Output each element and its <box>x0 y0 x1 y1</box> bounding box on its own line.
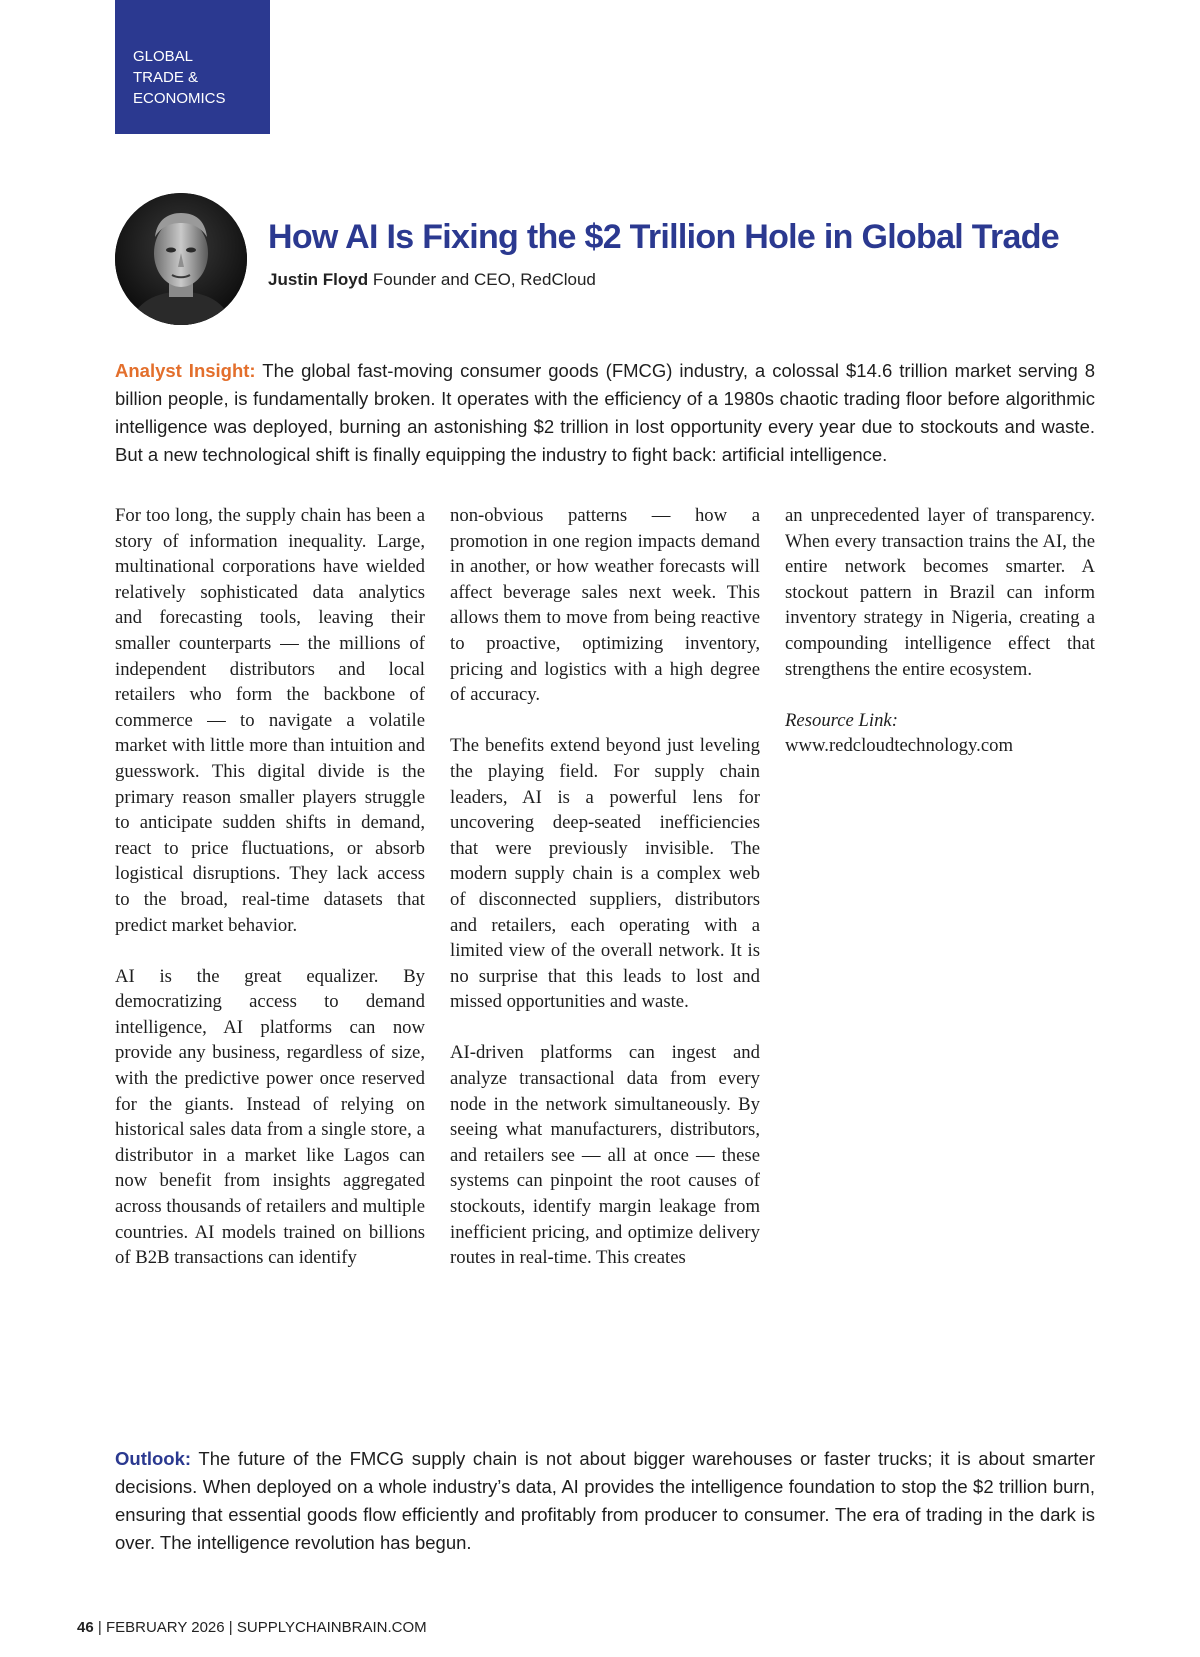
outlook-label: Outlook: <box>115 1448 192 1469</box>
analyst-insight-text: The global fast-moving consumer goods (FMCG) industry, a colossal $14.6 trillion market serving 8 billion people, is fundamentally broken. It operates with the efficiency of a 1980s chaotic trading floor before algorithmic intelligence was deployed, burning an astonishing $2 trillion in lost opportunity every year due to stockouts and waste. But a new technological shift is finally equipping the industry to fight back: artificial intelligence. <box>115 360 1096 465</box>
section-tag-line-1: GLOBAL <box>133 48 194 65</box>
column-1 <box>115 503 425 1403</box>
footer-issue: FEBRUARY 2026 <box>105 1619 225 1636</box>
article-body <box>115 503 1095 1403</box>
outlook-text: The future of the FMCG supply chain is not about bigger warehouses or faster trucks; it is about smarter decisions. When deployed on a whole industry’s data, AI provides the intelligence foundation to stop the $2 trillion burn, ensuring that essential goods flow efficiently and profitably from producer to consumer. The era of trading in the dark is over. The intelligence revolution has begun. <box>115 1448 1095 1553</box>
resource-link-label: Resource Link: <box>785 709 898 731</box>
outlook <box>115 1445 1095 1557</box>
body-paragraph: AI-driven platforms can ingest and analyze transactional data from every node in the network simultaneously. By seeing what manufacturers, distributors, and retailers see — all at once — these systems can pinpoint the root causes of stockouts, identify margin leakage from inefficient pricing, and optimize delivery routes in real-time. This creates <box>450 1042 760 1269</box>
section-tag <box>115 0 270 134</box>
section-tag-line-2: TRADE & <box>133 69 199 86</box>
byline <box>268 270 596 290</box>
analyst-insight <box>115 357 1095 469</box>
article-title: How AI Is Fixing the $2 Trillion Hole in Global Trade <box>268 218 1059 256</box>
footer-separator: | <box>97 1619 102 1636</box>
page-number: 46 <box>77 1619 94 1636</box>
body-paragraph: an unprecedented layer of transparency. When every transaction trains the AI, the entire network becomes smarter. A stockout pattern in Brazil can inform inventory strategy in Nigeria, creating a compounding intelligence effect that strengthens the entire ecosystem. <box>785 505 1095 680</box>
section-tag-line-3: ECONOMICS <box>133 90 226 107</box>
author-name: Justin Floyd <box>268 270 369 289</box>
body-paragraph: The benefits extend beyond just leveling the playing field. For supply chain leaders, AI is a powerful lens for uncovering deep-seated inefficiencies that were previously invisible. The modern supply chain is a complex web of disconnected suppliers, distributors and retailers, each operating with a limited view of the overall network. It is no surprise that this leads to lost and missed opportunities and waste. <box>450 735 760 1013</box>
page-footer <box>77 1619 427 1636</box>
resource-link-url[interactable]: www.redcloudtechnology.com <box>785 735 1013 757</box>
column-2 <box>450 503 760 1403</box>
body-paragraph: AI is the great equalizer. By democratizing access to demand intelligence, AI platforms can now provide any business, regardless of size, with the predictive power once reserved for the giants. Instead of relying on historical sales data from a single store, a distributor in a market like Lagos can now benefit from insights aggregated across thousands of retailers and multiple countries. AI models trained on billions of B2B transactions can identify <box>115 965 425 1269</box>
column-3 <box>785 503 1095 1403</box>
footer-site: SUPPLYCHAINBRAIN.COM <box>236 1619 427 1636</box>
author-portrait <box>115 193 247 325</box>
footer-separator: | <box>228 1619 233 1636</box>
analyst-insight-label: Analyst Insight: <box>115 360 256 381</box>
body-paragraph: non-obvious patterns — how a promotion in one region impacts demand in another, or how weather forecasts will affect beverage sales next week. This allows them to move from being reactive to proactive, optimizing inventory, pricing and logistics with a high degree of accuracy. <box>450 505 760 706</box>
body-paragraph: For too long, the supply chain has been a story of information inequality. Large, multinational corporations have wielded relatively sophisticated data analytics and forecasting tools, leaving their smaller counterparts — the millions of independent distributors and local retailers who form the backbone of commerce — to navigate a volatile market with little more than intuition and guesswork. This digital divide is the primary reason smaller players struggle to anticipate sudden shifts in demand, react to price fluctuations, or absorb logistical disruptions. They lack access to the broad, real-time datasets that predict market behavior. <box>115 505 425 936</box>
author-role: Founder and CEO, RedCloud <box>372 270 596 289</box>
